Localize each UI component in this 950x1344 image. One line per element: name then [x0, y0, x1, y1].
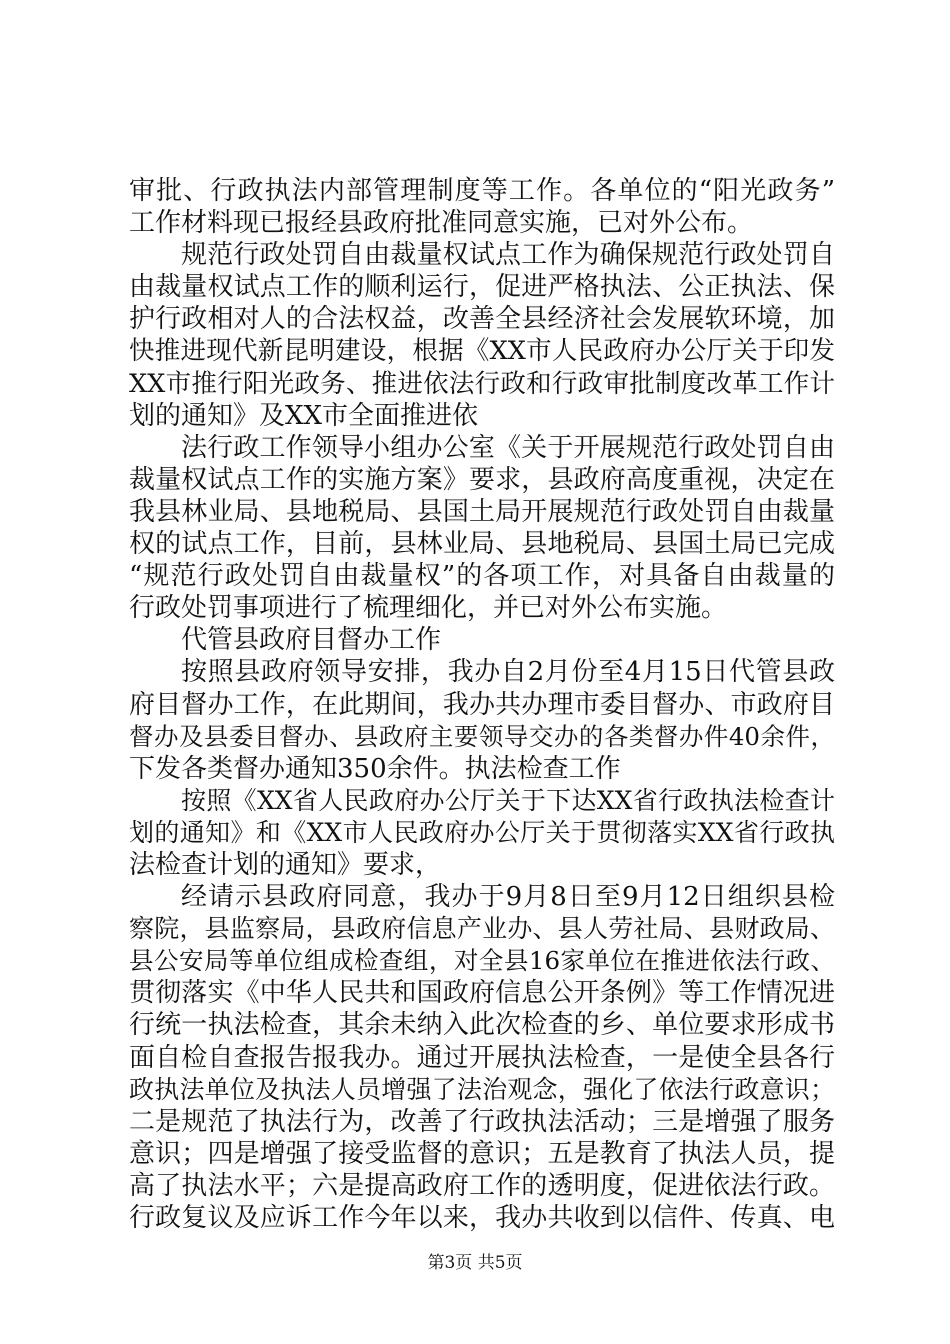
text-line: 规范行政处罚自由裁量权试点工作为确保规范行政处罚自: [181, 240, 835, 271]
text-line: XX市推行阳光政务、推进依法行政和行政审批制度改革工作计: [129, 368, 835, 399]
text-line: 行统一执法检查，其余未纳入此次检查的乡、单位要求形成书: [129, 1010, 835, 1041]
text-line: 我县林业局、县地税局、县国土局开展规范行政处罚自由裁量: [129, 496, 835, 527]
text-line: 府目督办工作，在此期间，我办共办理市委目督办、市政府目: [129, 689, 835, 720]
document-body: [129, 175, 835, 1234]
text-line: 行政复议及应诉工作今年以来，我办共收到以信件、传真、电: [129, 1203, 835, 1233]
text-line: 快推进现代新昆明建设，根据《XX市人民政府办公厅关于印发: [129, 336, 835, 367]
text-line: 按照县政府领导安排，我办自2月份至4月15日代管县政: [181, 657, 835, 688]
text-line: 法检查计划的通知》要求，: [129, 849, 442, 880]
text-line: 贯彻落实《中华人民共和国政府信息公开条例》等工作情况进: [129, 978, 835, 1009]
text-line: 政执法单位及执法人员增强了法治观念，强化了依法行政意识；: [129, 1074, 835, 1104]
text-line: 划的通知》及XX市全面推进依: [129, 400, 479, 431]
text-line: 经请示县政府同意，我办于9月8日至9月12日组织县检: [181, 882, 835, 913]
text-line: 工作材料现已报经县政府批准同意实施，已对外公布。: [129, 208, 754, 239]
text-line: 面自检自查报告报我办。通过开展执法检查，一是使全县各行: [129, 1042, 835, 1073]
text-line: 察院，县监察局，县政府信息产业办、县人劳社局、县财政局、: [129, 914, 835, 944]
text-line: 由裁量权试点工作的顺利运行，促进严格执法、公正执法、保: [129, 272, 835, 303]
text-line: 高了执法水平；六是提高政府工作的透明度，促进依法行政。: [129, 1170, 835, 1201]
text-line: 护行政相对人的合法权益，改善全县经济社会发展软环境，加: [129, 304, 835, 335]
text-line: 划的通知》和《XX市人民政府办公厅关于贯彻落实XX省行政执: [129, 817, 835, 847]
text-line: 县公安局等单位组成检查组，对全县16家单位在推进依法行政、: [129, 946, 835, 976]
text-line: 督办及县委目督办、县政府主要领导交办的各类督办件40余件，: [129, 721, 835, 751]
text-line: 行政处罚事项进行了梳理细化，并已对外公布实施。: [129, 593, 728, 624]
text-line: 法行政工作领导小组办公室《关于开展规范行政处罚自由: [181, 432, 835, 463]
page-footer: 第3页 共5页: [427, 1253, 523, 1273]
text-line: 二是规范了执法行为，改善了行政执法活动；三是增强了服务: [129, 1106, 835, 1137]
text-line: “规范行政处罚自由裁量权”的各项工作，对具备自由裁量的: [129, 561, 835, 592]
text-line: 权的试点工作，目前，县林业局、县地税局、县国土局已完成: [129, 529, 835, 560]
text-line: 按照《XX省人民政府办公厅关于下达XX省行政执法检查计: [181, 785, 835, 815]
text-line: 裁量权试点工作的实施方案》要求，县政府高度重视，决定在: [129, 464, 835, 495]
text-line: 下发各类督办通知350余件。执法检查工作: [129, 753, 621, 784]
text-line: 代管县政府目督办工作: [181, 625, 442, 656]
text-line: 意识；四是增强了接受监督的意识；五是教育了执法人员，提: [129, 1138, 835, 1169]
text-line: 审批、行政执法内部管理制度等工作。各单位的“阳光政务”: [129, 176, 835, 206]
